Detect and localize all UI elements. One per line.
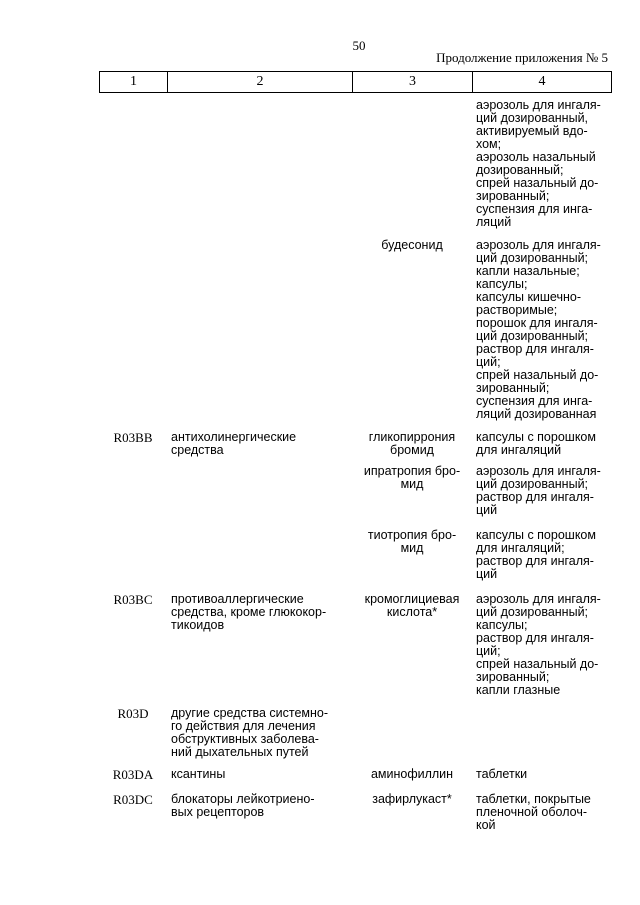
drug-name: зафирлукаст* xyxy=(372,792,452,806)
dosage-forms: капсулы с порошком для ингаляций xyxy=(476,430,596,457)
atc-code: R03DA xyxy=(112,767,154,782)
drug-name: кромоглициевая кислота* xyxy=(364,592,460,619)
header-col-1: 1 xyxy=(100,72,168,92)
atc-code: R03DC xyxy=(113,792,153,807)
anatomical-therapeutic-group: противоаллергические средства, кроме глюкокор- тикоидов xyxy=(171,592,327,632)
atc-code: R03BC xyxy=(113,592,153,607)
anatomical-therapeutic-group: антихолинергические средства xyxy=(171,430,297,457)
dosage-forms: аэрозоль для ингаля- ций дозированный; раствор для ингаля- ций xyxy=(476,464,601,517)
table-header xyxy=(99,71,612,93)
header-col-3: 3 xyxy=(353,72,473,92)
anatomical-therapeutic-group: другие средства системно- го действия для лечения обструктивных заболева- ний дыхательных путей xyxy=(171,706,329,759)
atc-code: R03D xyxy=(117,706,149,721)
atc-code: R03BB xyxy=(113,430,153,445)
dosage-forms: таблетки xyxy=(476,767,528,781)
dosage-forms: капсулы с порошком для ингаляций; раствор для ингаля- ций xyxy=(476,528,596,581)
header-col-2: 2 xyxy=(168,72,353,92)
dosage-forms: таблетки, покрытые пленочной оболоч- кой xyxy=(476,792,591,832)
drug-name: гликопиррония бромид xyxy=(368,430,456,457)
drug-name: ипратропия бро- мид xyxy=(363,464,461,491)
drug-name: аминофиллин xyxy=(370,767,454,781)
anatomical-therapeutic-group: блокаторы лейкотриено- вых рецепторов xyxy=(171,792,315,819)
page-number: 50 xyxy=(352,38,366,53)
header-col-4: 4 xyxy=(538,74,546,89)
dosage-forms: аэрозоль для ингаля- ций дозированный; капли назальные; капсулы; капсулы кишечно- растворимые; порошок для ингаля- ций дозированный; раствор для ингаля- ций; спрей назальный до- зированный; суспензия для инга- ляций дозированная xyxy=(476,238,601,421)
dosage-forms: аэрозоль для ингаля- ций дозированный; капсулы; раствор для ингаля- ций; спрей назальный до- зированный; капли глазные xyxy=(476,592,601,697)
continuation-note: Продолжение приложения № 5 xyxy=(436,50,608,65)
dosage-forms: аэрозоль для ингаля- ций дозированный, активируемый вдо- хом; аэрозоль назальный дозированный; спрей назальный до- зированный; суспензия для инга- ляций xyxy=(476,98,601,229)
anatomical-therapeutic-group: ксантины xyxy=(171,767,226,781)
drug-name: тиотропия бро- мид xyxy=(367,528,457,555)
drug-name: будесонид xyxy=(381,238,443,252)
